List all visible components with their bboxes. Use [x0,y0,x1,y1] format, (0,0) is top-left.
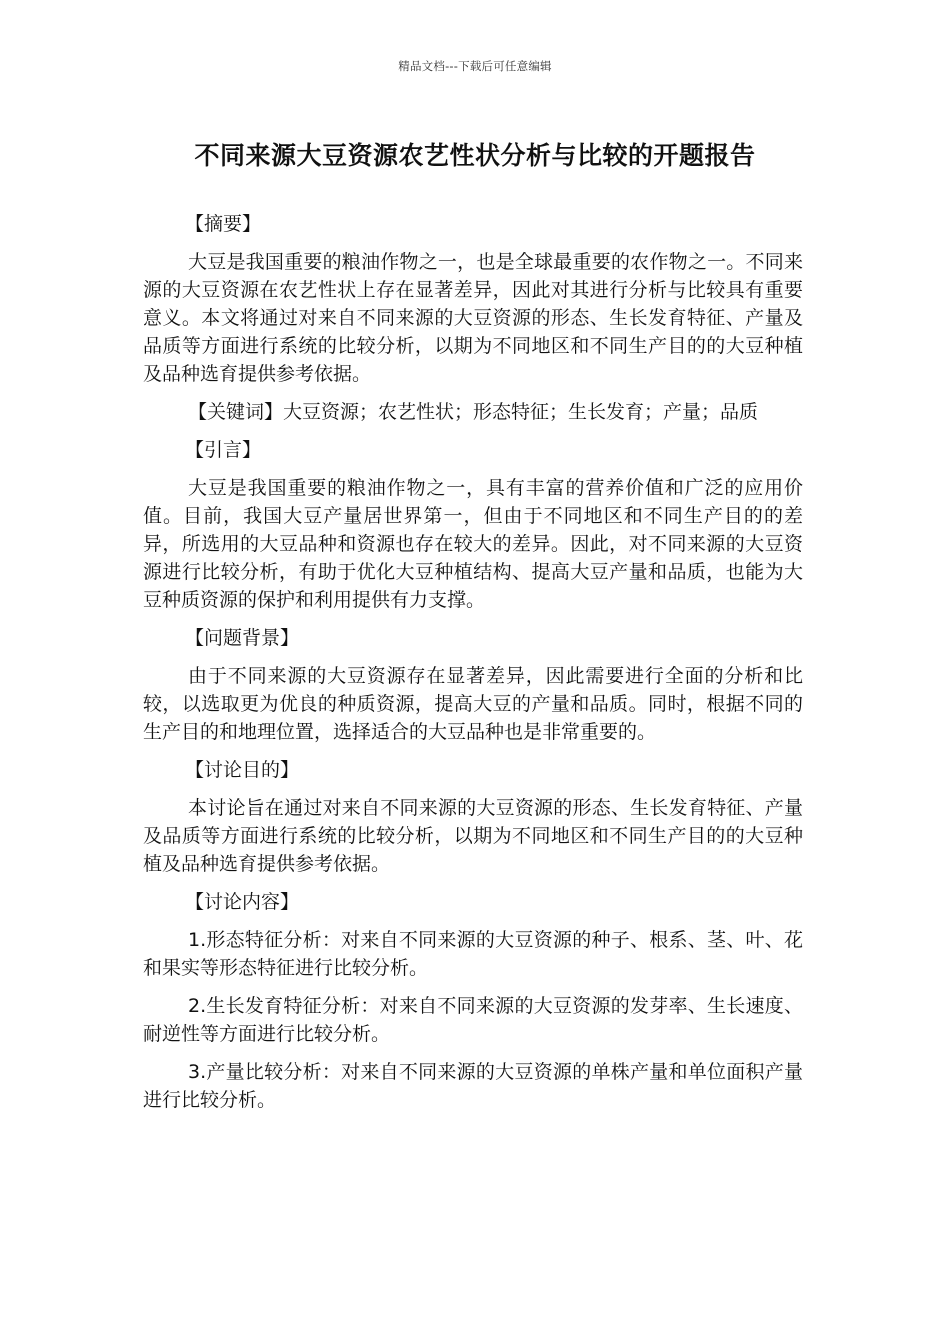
content-item-yield: 3.产量比较分析：对来自不同来源的大豆资源的单株产量和单位面积产量进行比较分析。 [143,1061,803,1111]
abstract-paragraph: 大豆是我国重要的粮油作物之一，也是全球最重要的农作物之一。不同来源的大豆资源在农艺性状上存在显著差异，因此对其进行分析与比较具有重要意义。本文将通过对来自不同来源的大豆资源的形态、生长发育特征、产量及品质等方面进行系统的比较分析，以期为不同地区和不同生产目的的大豆种植及品种选育提供参考依据。 [143,251,803,385]
document-body [143,210,803,1124]
abstract-heading: 【摘要】 [185,213,262,235]
header-note: 精品文档---下载后可任意编辑 [398,59,552,73]
content-item-growth: 2.生长发育特征分析：对来自不同来源的大豆资源的发芽率、生长速度、耐逆性等方面进行比较分析。 [143,995,803,1045]
background-heading: 【问题背景】 [185,627,300,649]
purpose-heading: 【讨论目的】 [185,759,300,781]
introduction-paragraph: 大豆是我国重要的粮油作物之一，具有丰富的营养价值和广泛的应用价值。目前，我国大豆产量居世界第一，但由于不同地区和不同生产目的的差异，所选用的大豆品种和资源也存在较大的差异。因此，对不同来源的大豆资源进行比较分析，有助于优化大豆种植结构、提高大豆产量和品质，也能为大豆种质资源的保护和利用提供有力支撑。 [143,477,803,611]
document-title: 不同来源大豆资源农艺性状分析与比较的开题报告 [194,141,756,170]
introduction-heading: 【引言】 [185,439,262,461]
purpose-paragraph: 本讨论旨在通过对来自不同来源的大豆资源的形态、生长发育特征、产量及品质等方面进行系统的比较分析，以期为不同地区和不同生产目的的大豆种植及品种选育提供参考依据。 [143,797,803,875]
keywords-paragraph: 【关键词】大豆资源；农艺性状；形态特征；生长发育；产量；品质 [188,401,759,423]
content-item-morphology: 1.形态特征分析：对来自不同来源的大豆资源的种子、根系、茎、叶、花和果实等形态特征进行比较分析。 [143,929,803,979]
background-paragraph: 由于不同来源的大豆资源存在显著差异，因此需要进行全面的分析和比较，以选取更为优良的种质资源，提高大豆的产量和品质。同时，根据不同的生产目的和地理位置，选择适合的大豆品种也是非常重要的。 [143,665,803,743]
content-heading: 【讨论内容】 [185,891,300,913]
